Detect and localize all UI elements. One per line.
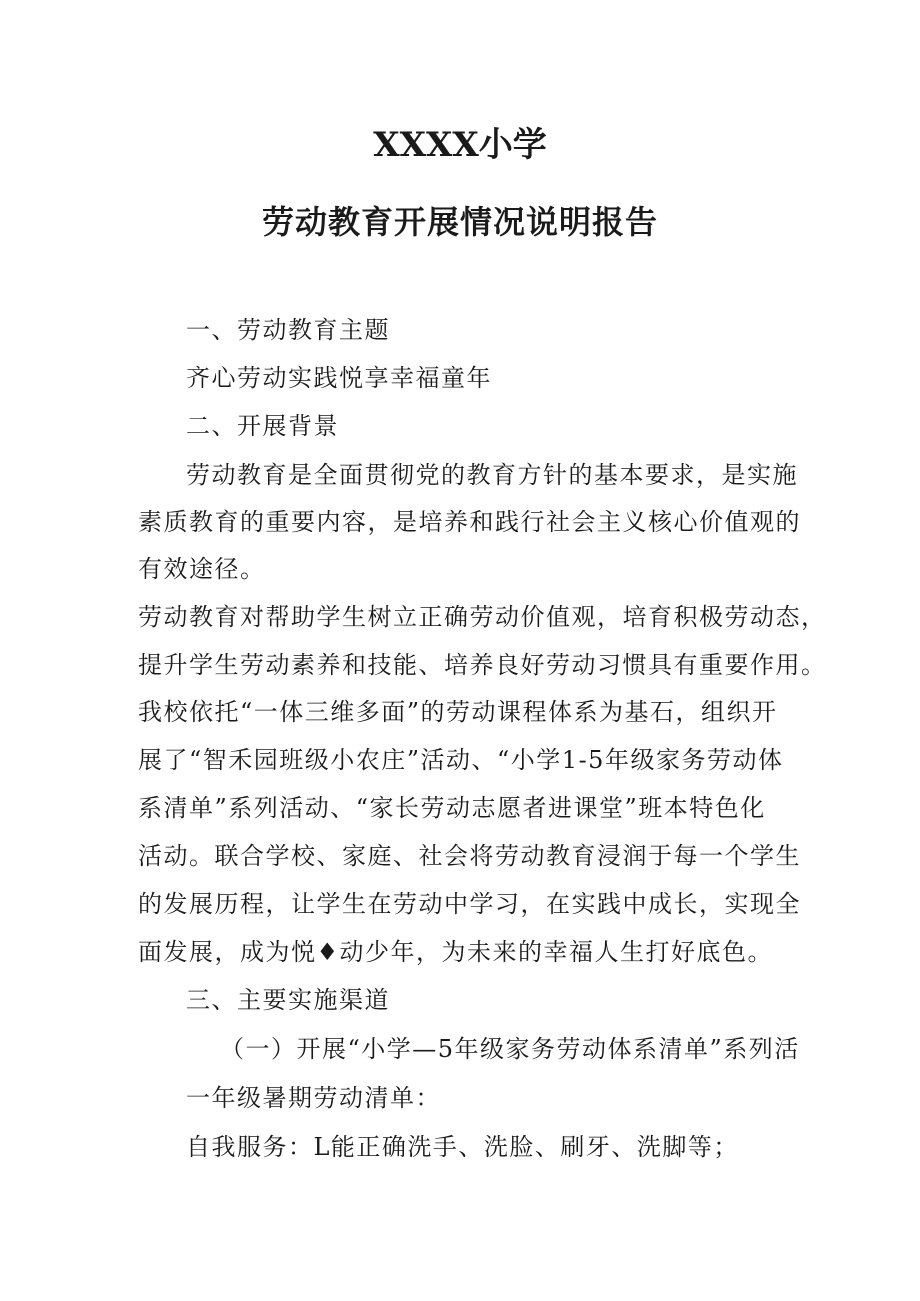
title-school-code: XXXX <box>373 125 479 165</box>
subsection-heading: （一）开展“小学—5年级家务劳动体系清单”系列活 <box>220 1035 800 1063</box>
paragraph-line: 活动。联合学校、家庭、社会将劳动教育浸润于每一个学生 <box>138 842 801 870</box>
paragraph-line: 劳动教育是全面贯彻党的教育方针的基本要求，是实施 <box>186 461 798 489</box>
paragraph-line: 素质教育的重要内容，是培养和践行社会主义核心价值观的 <box>138 508 801 536</box>
paragraph-line: 提升学生劳动素养和技能、培养良好劳动习惯具有重要作用。 <box>138 651 827 679</box>
document-title <box>0 118 920 172</box>
paragraph-line: 劳动教育对帮助学生树立正确劳动价值观，培育积极劳动态， <box>138 603 827 631</box>
section-heading-background: 二、开展背景 <box>186 412 339 440</box>
title-school-word: 小学 <box>478 125 547 165</box>
paragraph-line: 有效途径。 <box>138 555 266 583</box>
paragraph-line: 的发展历程，让学生在劳动中学习，在实践中成长，实现全 <box>138 890 801 918</box>
theme-text: 齐心劳动实践悦享幸福童年 <box>186 364 492 392</box>
list-item: 自我服务：L能正确洗手、洗脸、刷牙、洗脚等； <box>186 1133 739 1161</box>
section-heading-channels: 三、主要实施渠道 <box>186 986 390 1014</box>
section-heading-theme: 一、劳动教育主题 <box>186 316 390 344</box>
list-heading: 一年级暑期劳动清单： <box>186 1084 441 1112</box>
paragraph-line: 面发展，成为悦♦动少年，为未来的幸福人生打好底色。 <box>138 938 774 966</box>
paragraph-line: 系清单”系列活动、“家长劳动志愿者进课堂”班本特色化 <box>138 794 766 822</box>
document-subtitle: 劳动教育开展情况说明报告 <box>261 203 658 241</box>
paragraph-line: 我校依托“一体三维多面”的劳动课程体系为基石，组织开 <box>138 698 778 726</box>
paragraph-line: 展了“智禾园班级小农庄”活动、“小学1-5年级家务劳动体 <box>138 746 784 774</box>
